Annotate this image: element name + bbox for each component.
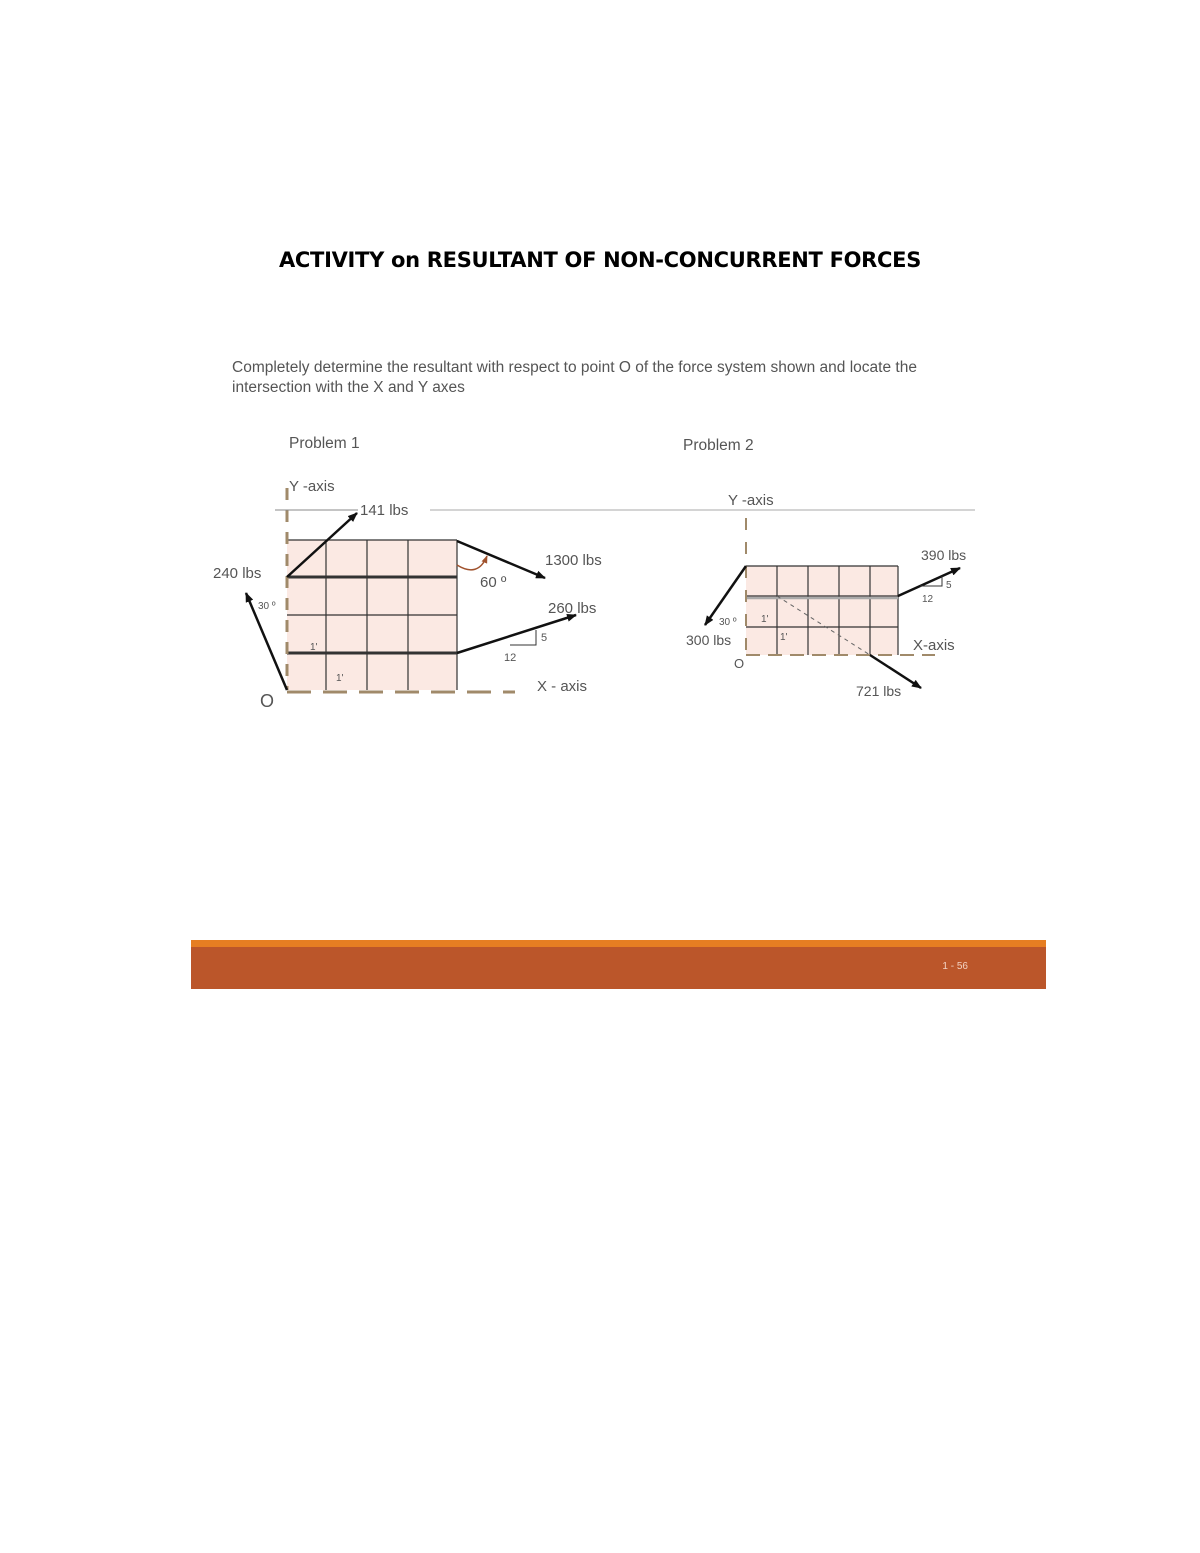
p1-origin-label: O — [260, 691, 275, 711]
problem1-label: Problem 1 — [289, 435, 360, 452]
problem2-label: Problem 2 — [683, 437, 754, 454]
p1-y-axis-label: Y -axis — [289, 478, 335, 495]
p2-slope-run: 12 — [922, 594, 934, 605]
instructions: Completely determine the resultant with respect to point O of the force system shown and locate the intersection with the X and Y axes — [232, 359, 917, 396]
p2-x-axis-label: X-axis — [913, 637, 955, 654]
p2-origin-label: O — [734, 656, 745, 671]
p2-force-721-label: 721 lbs — [856, 683, 902, 699]
page-title: ACTIVITY on RESULTANT OF NON-CONCURRENT FORCES — [278, 248, 922, 272]
p1-slope-rise: 5 — [541, 632, 548, 644]
p1-force-240-label: 240 lbs — [213, 565, 262, 582]
p1-force-141-label: 141 lbs — [360, 502, 409, 519]
p2-grid-fill — [746, 566, 898, 655]
p1-x-axis-label: X - axis — [537, 678, 588, 695]
p1-angle-60-label: 60 º — [480, 574, 507, 591]
footer-stripe — [191, 940, 1046, 947]
p1-slope-run: 12 — [504, 652, 517, 664]
footer-bar — [191, 940, 1046, 989]
p2-angle-30-label: 30 º — [719, 617, 737, 628]
p1-force-260-arrow — [457, 615, 576, 653]
p2-spacing-1: 1' — [761, 614, 769, 625]
page-number: 1 - 56 — [942, 961, 968, 972]
p1-spacing-2: 1' — [336, 673, 344, 684]
p1-force-1300-arrow — [457, 541, 545, 578]
p1-angle-arc — [457, 556, 487, 570]
p1-force-260-label: 260 lbs — [548, 600, 597, 617]
p2-force-300-label: 300 lbs — [686, 632, 732, 648]
p2-force-390-label: 390 lbs — [921, 547, 967, 563]
p2-slope-rise: 5 — [946, 580, 952, 591]
p1-angle-30-label: 30 º — [258, 601, 276, 612]
problem2-diagram — [686, 492, 966, 699]
p2-spacing-2: 1' — [780, 632, 788, 643]
p2-y-axis-label: Y -axis — [728, 492, 774, 509]
p1-spacing-1: 1' — [310, 642, 318, 653]
p1-force-1300-label: 1300 lbs — [545, 552, 602, 569]
footer-main — [191, 947, 1046, 989]
